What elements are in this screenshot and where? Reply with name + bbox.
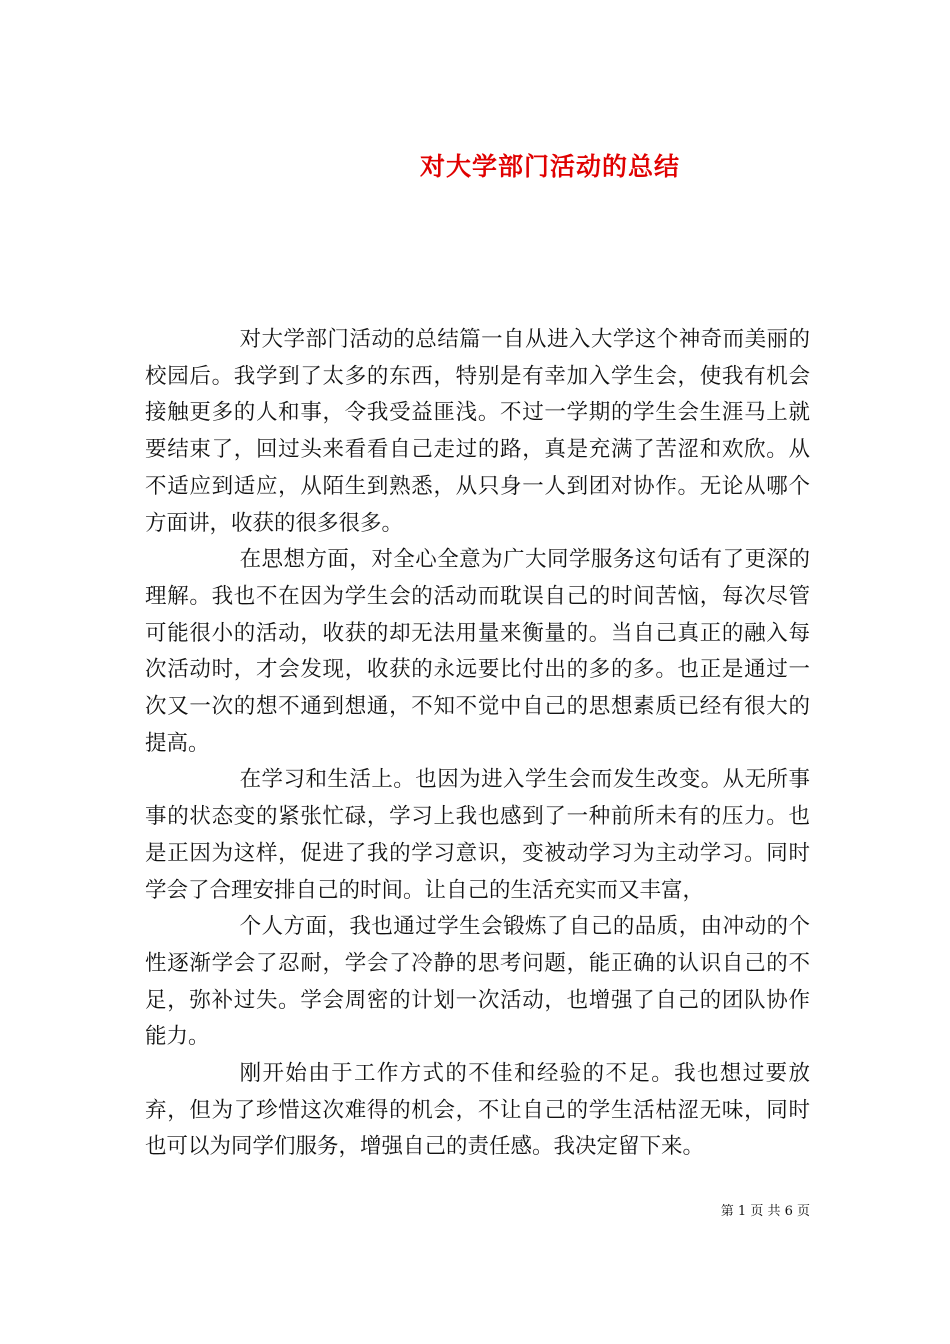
paragraph-3: 在学习和生活上。也因为进入学生会而发生改变。从无所事事的状态变的紧张忙碌，学习上我也感到了一种前所未有的压力。也是正因为这样，促进了我的学习意识，变被动学习为主动学习。同时学会了合理安排自己的时间。让自己的生活充实而又丰富， <box>145 767 810 903</box>
paragraph-2: 在思想方面，对全心全意为广大同学服务这句话有了更深的理解。我也不在因为学生会的活动而耽误自己的时间苦恼，每次尽管可能很小的活动，收获的却无法用量来衡量的。当自己真正的融入每次活动时，才会发现，收获的永远要比付出的多的多。也正是通过一次又一次的想不通到想通，不知不觉中自己的思想素质已经有很大的提高。 <box>145 547 810 756</box>
document-title <box>0 149 950 185</box>
document-title-text: 对大学部门活动的总结 <box>419 151 680 181</box>
paragraph-5: 刚开始由于工作方式的不佳和经验的不足。我也想过要放弃，但为了珍惜这次难得的机会，不让自己的学生活枯涩无味，同时也可以为同学们服务，增强自己的责任感。我决定留下来。 <box>145 1061 810 1160</box>
page-number-footer: 第 1 页 共 6 页 <box>720 1204 810 1219</box>
document-body <box>145 322 810 1166</box>
paragraph-4: 个人方面，我也通过学生会锻炼了自己的品质，由冲动的个性逐渐学会了忍耐，学会了冷静的思考问题，能正确的认识自己的不足，弥补过失。学会周密的计划一次活动，也增强了自己的团队协作能力。 <box>145 914 810 1050</box>
paragraph-1: 对大学部门活动的总结篇一自从进入大学这个神奇而美丽的校园后。我学到了太多的东西，特别是有幸加入学生会，使我有机会接触更多的人和事，令我受益匪浅。不过一学期的学生会生涯马上就要结束了，回过头来看看自己走过的路，真是充满了苦涩和欢欣。从不适应到适应，从陌生到熟悉，从只身一人到团对协作。无论从哪个方面讲，收获的很多很多。 <box>145 327 810 536</box>
